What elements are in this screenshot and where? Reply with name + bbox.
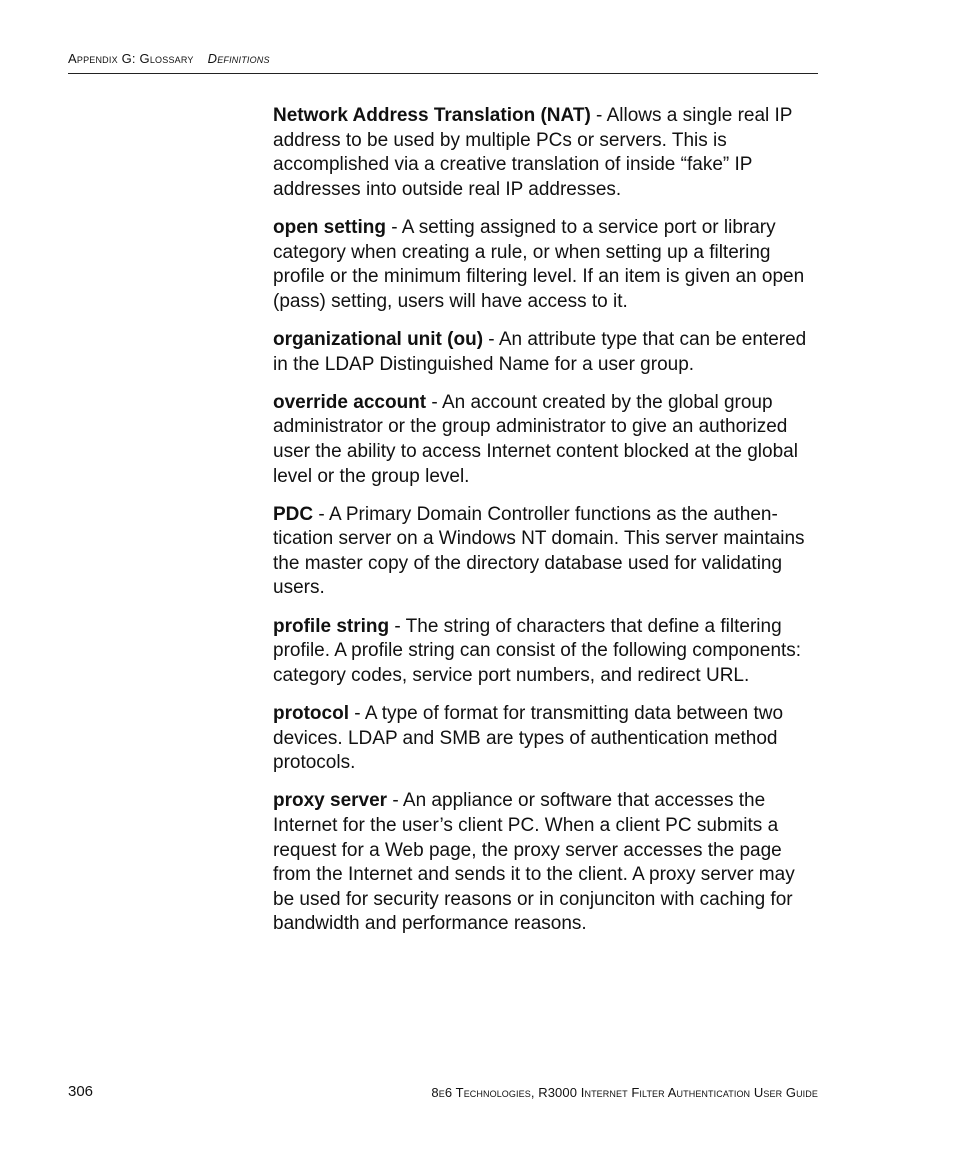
glossary-term: organizational unit (ou) — [273, 328, 484, 350]
glossary-entry-organizational-unit — [273, 328, 821, 377]
glossary-term: override account — [273, 391, 427, 413]
glossary-entry-open-setting — [273, 216, 821, 314]
page-number: 306 — [68, 1083, 94, 1100]
glossary-term: protocol — [273, 703, 349, 725]
glossary-definition: - A Primary Domain Controller functions as the authentication server on a Windows NT domain. This server maintains the master copy of the directory database used for validating users. — [273, 503, 805, 599]
glossary-definition: - An account created by the global group administrator or the group administrator to give an authorized user the ability to access Internet content blocked at the global level or the group level. — [273, 391, 798, 487]
glossary-term: proxy server — [273, 790, 388, 812]
glossary-list — [273, 104, 821, 951]
glossary-entry-protocol — [273, 702, 821, 776]
glossary-entry-proxy-server — [273, 789, 821, 937]
glossary-definition: - An attribute type that can be entered in the LDAP Distinguished Name for a user group. — [273, 328, 807, 375]
glossary-definition: - An appliance or software that accesses the Internet for the user’s client PC. When a client PC submits a request for a Web page, the proxy server accesses the page from the Internet and sends it to the client. A proxy server may be used for security reasons or in conjunciton with caching for bandwidth and performance reasons. — [273, 790, 795, 935]
book-title: 8e6 Technologies, R3000 Internet Filter Authentication User Guide — [431, 1085, 818, 1100]
glossary-definition: - A type of format for transmitting data between two devices. LDAP and SMB are types of authentication method protocols. — [273, 703, 784, 774]
glossary-term: open setting — [273, 216, 386, 238]
glossary-definition: - The string of characters that define a filtering profile. A profile string can consist of the following components: category codes, service port numbers, and redirect URL. — [273, 615, 802, 686]
glossary-term: Network Address Translation (NAT) — [273, 105, 591, 126]
running-header — [68, 51, 818, 66]
glossary-entry-profile-string — [273, 615, 821, 689]
glossary-entry-nat — [273, 104, 821, 202]
glossary-term: profile string — [273, 615, 390, 637]
glossary-entry-override-account — [273, 391, 821, 489]
glossary-definition: - A setting assigned to a service port or library category when creating a rule, or when setting up a filtering profile or the minimum filtering level. If an item is given an open (pass) setting, users will have access to it. — [273, 216, 805, 312]
chapter-title: Appendix G: Glossary — [68, 51, 194, 66]
glossary-entry-pdc — [273, 503, 821, 601]
glossary-definition: - Allows a single real IP address to be used by multiple PCs or servers. This is accomplished via a creative translation of inside “fake” IP addresses into outside real IP addresses. — [273, 105, 793, 200]
section-title: Definitions — [207, 51, 270, 66]
glossary-term: PDC — [273, 503, 314, 525]
header-divider — [68, 73, 818, 74]
